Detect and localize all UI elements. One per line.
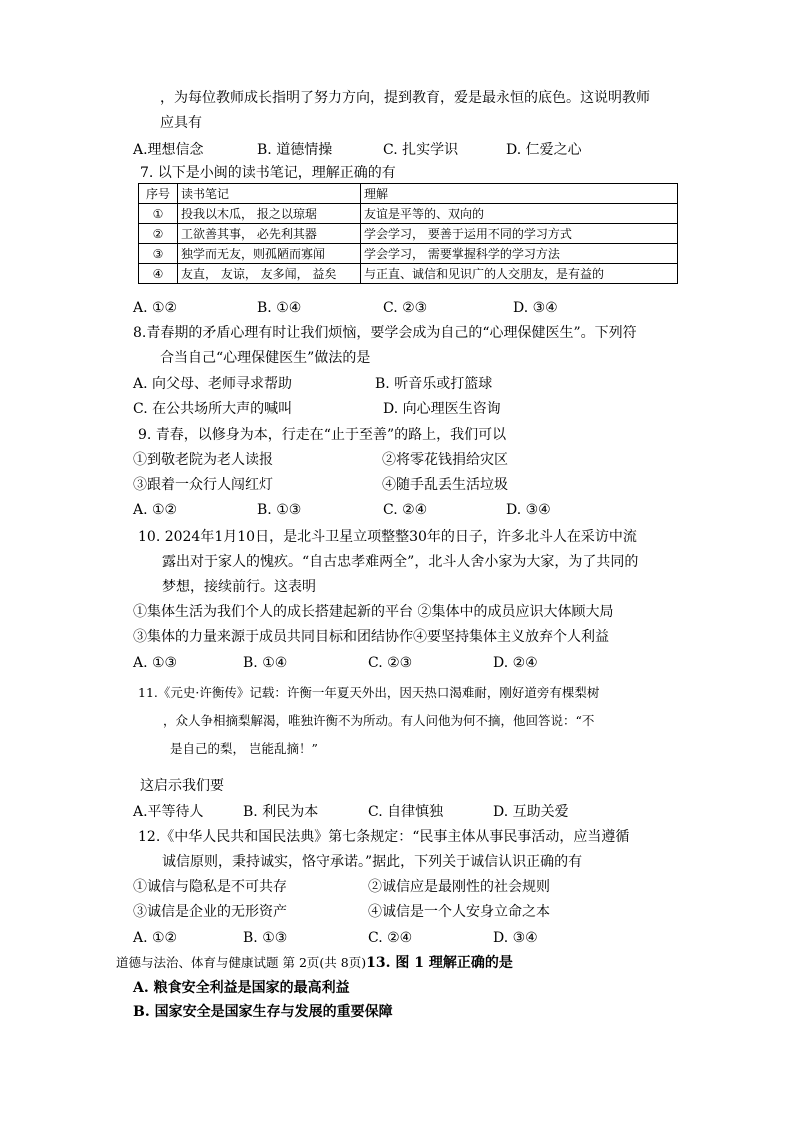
q10-statements-row1: ①集体生活为我们个人的成长搭建起新的平台 ②集体中的成员应识大体顾大局	[133, 604, 614, 620]
page-footer	[116, 953, 513, 973]
option-d[interactable]: D. 向心理医生咨询	[383, 401, 501, 417]
option-a[interactable]: A. ①③	[133, 655, 178, 671]
option-d[interactable]: D. 仁爱之心	[506, 142, 582, 158]
q10-statements-row2: ③集体的力量来源于成员共同目标和团结协作④要坚持集体主义放弃个人利益	[133, 629, 609, 645]
q10-line2: 露出对于家人的愧疚。“自古忠孝难两全”，北斗人舍小家为大家，为了共同的	[162, 554, 639, 570]
statement-1: ①诚信与隐私是不可共存	[133, 879, 287, 895]
row-understanding: 与正直、诚信和见识广的人交朋友，是有益的	[361, 264, 678, 284]
option-a[interactable]: A. ①②	[133, 502, 178, 518]
q7-stem: 7. 以下是小闽的读书笔记，理解正确的有	[140, 165, 396, 181]
q11-line4: 这启示我们要	[140, 778, 224, 794]
option-b[interactable]: B. ①③	[243, 930, 288, 946]
option-b[interactable]: B. ①④	[257, 300, 302, 316]
option-b[interactable]: B. ①③	[257, 502, 302, 518]
option-b[interactable]: B. 利民为本	[243, 804, 319, 820]
statement-2: ②诚信应是最刚性的社会规则	[368, 879, 550, 895]
option-a[interactable]: A. ①②	[133, 300, 178, 316]
statement-3: ③诚信是企业的无形资产	[133, 904, 287, 920]
option-b[interactable]: B. 听音乐或打篮球	[375, 376, 493, 392]
option-d[interactable]: D. ③④	[506, 502, 551, 518]
row-note: 工欲善其事， 必先利其器	[178, 224, 361, 244]
row-understanding: 学会学习， 要善于运用不同的学习方式	[361, 224, 678, 244]
option-c[interactable]: C. ②④	[368, 930, 413, 946]
header-index: 序号	[139, 184, 178, 204]
table-row	[139, 224, 678, 244]
q13-option-b[interactable]: B. 国家安全是国家生存与发展的重要保障	[133, 1004, 393, 1020]
q10-line1: 10. 2024年1月10日，是北斗卫星立项整整30年的日子，许多北斗人在采访中流	[138, 529, 637, 545]
q11-line2: ，众人争相摘梨解渴，唯独许衡不为所动。有人问他为何不摘，他回答说：“不	[163, 713, 595, 728]
option-c[interactable]: C. 扎实学识	[383, 142, 459, 158]
footer-text: 道德与法治、体育与健康试题 第 2页(共 8页)	[116, 955, 367, 970]
q8-line2: 合当自己“心理保健医生”做法的是	[160, 350, 371, 366]
reading-notes-table	[138, 183, 678, 284]
q13-stem: 13. 图 1 理解正确的是	[366, 955, 513, 971]
q12-line2: 诚信原则，秉持诚实，恪守承诺。”据此，下列关于诚信认识正确的有	[162, 854, 583, 870]
option-a[interactable]: A.理想信念	[133, 142, 204, 158]
option-d[interactable]: D. ③④	[493, 930, 538, 946]
option-c[interactable]: C. ②③	[383, 300, 428, 316]
header-understanding: 理解	[361, 184, 678, 204]
table-row	[139, 204, 678, 224]
statement-3: ③跟着一众行人闯红灯	[133, 477, 273, 493]
q10-line3: 梦想，接续前行。这表明	[162, 579, 316, 595]
option-a[interactable]: A.平等待人	[133, 804, 204, 820]
option-a[interactable]: A. ①②	[133, 930, 178, 946]
option-c[interactable]: C. 在公共场所大声的喊叫	[133, 401, 293, 417]
row-note: 独学而无友，则孤陋而寡闻	[178, 244, 361, 264]
row-note: 投我以木瓜， 报之以琼琚	[178, 204, 361, 224]
q11-line1: 11.《元史·许衡传》记载：许衡一年夏天外出，因天热口渴难耐，刚好道旁有棵梨树	[138, 685, 600, 700]
option-c[interactable]: C. 自律慎独	[368, 804, 444, 820]
option-c[interactable]: C. ②③	[368, 655, 413, 671]
option-d[interactable]: D. 互助关爱	[493, 804, 569, 820]
row-understanding: 友谊是平等的、双向的	[361, 204, 678, 224]
row-index: ①	[139, 204, 178, 224]
option-c[interactable]: C. ②④	[383, 502, 428, 518]
table-row	[139, 244, 678, 264]
statement-4: ④随手乱丢生活垃圾	[382, 477, 508, 493]
option-d[interactable]: D. ③④	[513, 300, 558, 316]
row-index: ②	[139, 224, 178, 244]
option-b[interactable]: B. ①④	[243, 655, 288, 671]
q13-option-a[interactable]: A. 粮食安全利益是国家的最高利益	[133, 980, 350, 996]
row-note: 友直， 友谅， 友多闻， 益矣	[178, 264, 361, 284]
option-d[interactable]: D. ②④	[493, 655, 538, 671]
statement-1: ①到敬老院为老人读报	[133, 452, 273, 468]
q6-line2: 应具有	[160, 115, 202, 131]
header-notes: 读书笔记	[178, 184, 361, 204]
q8-line1: 8.青春期的矛盾心理有时让我们烦恼，要学会成为自己的“心理保健医生”。下列符	[133, 325, 637, 341]
table-row	[139, 264, 678, 284]
q6-line1: ，为每位教师成长指明了努力方向，提到教育，爱是最永恒的底色。这说明教师	[160, 90, 650, 106]
row-index: ③	[139, 244, 178, 264]
row-index: ④	[139, 264, 178, 284]
q9-stem: 9. 青春，以修身为本，行走在“止于至善”的路上，我们可以	[138, 427, 507, 443]
q11-line3: 是自己的梨， 岂能乱摘！”	[170, 741, 318, 756]
q12-line1: 12.《中华人民共和国民法典》第七条规定：“民事主体从事民事活动，应当遵循	[138, 829, 630, 845]
statement-4: ④诚信是一个人安身立命之本	[368, 904, 550, 920]
table-header-row	[139, 184, 678, 204]
row-understanding: 学会学习， 需要掌握科学的学习方法	[361, 244, 678, 264]
statement-2: ②将零花钱捐给灾区	[382, 452, 508, 468]
option-b[interactable]: B. 道德情操	[257, 142, 333, 158]
option-a[interactable]: A. 向父母、老师寻求帮助	[133, 376, 293, 392]
